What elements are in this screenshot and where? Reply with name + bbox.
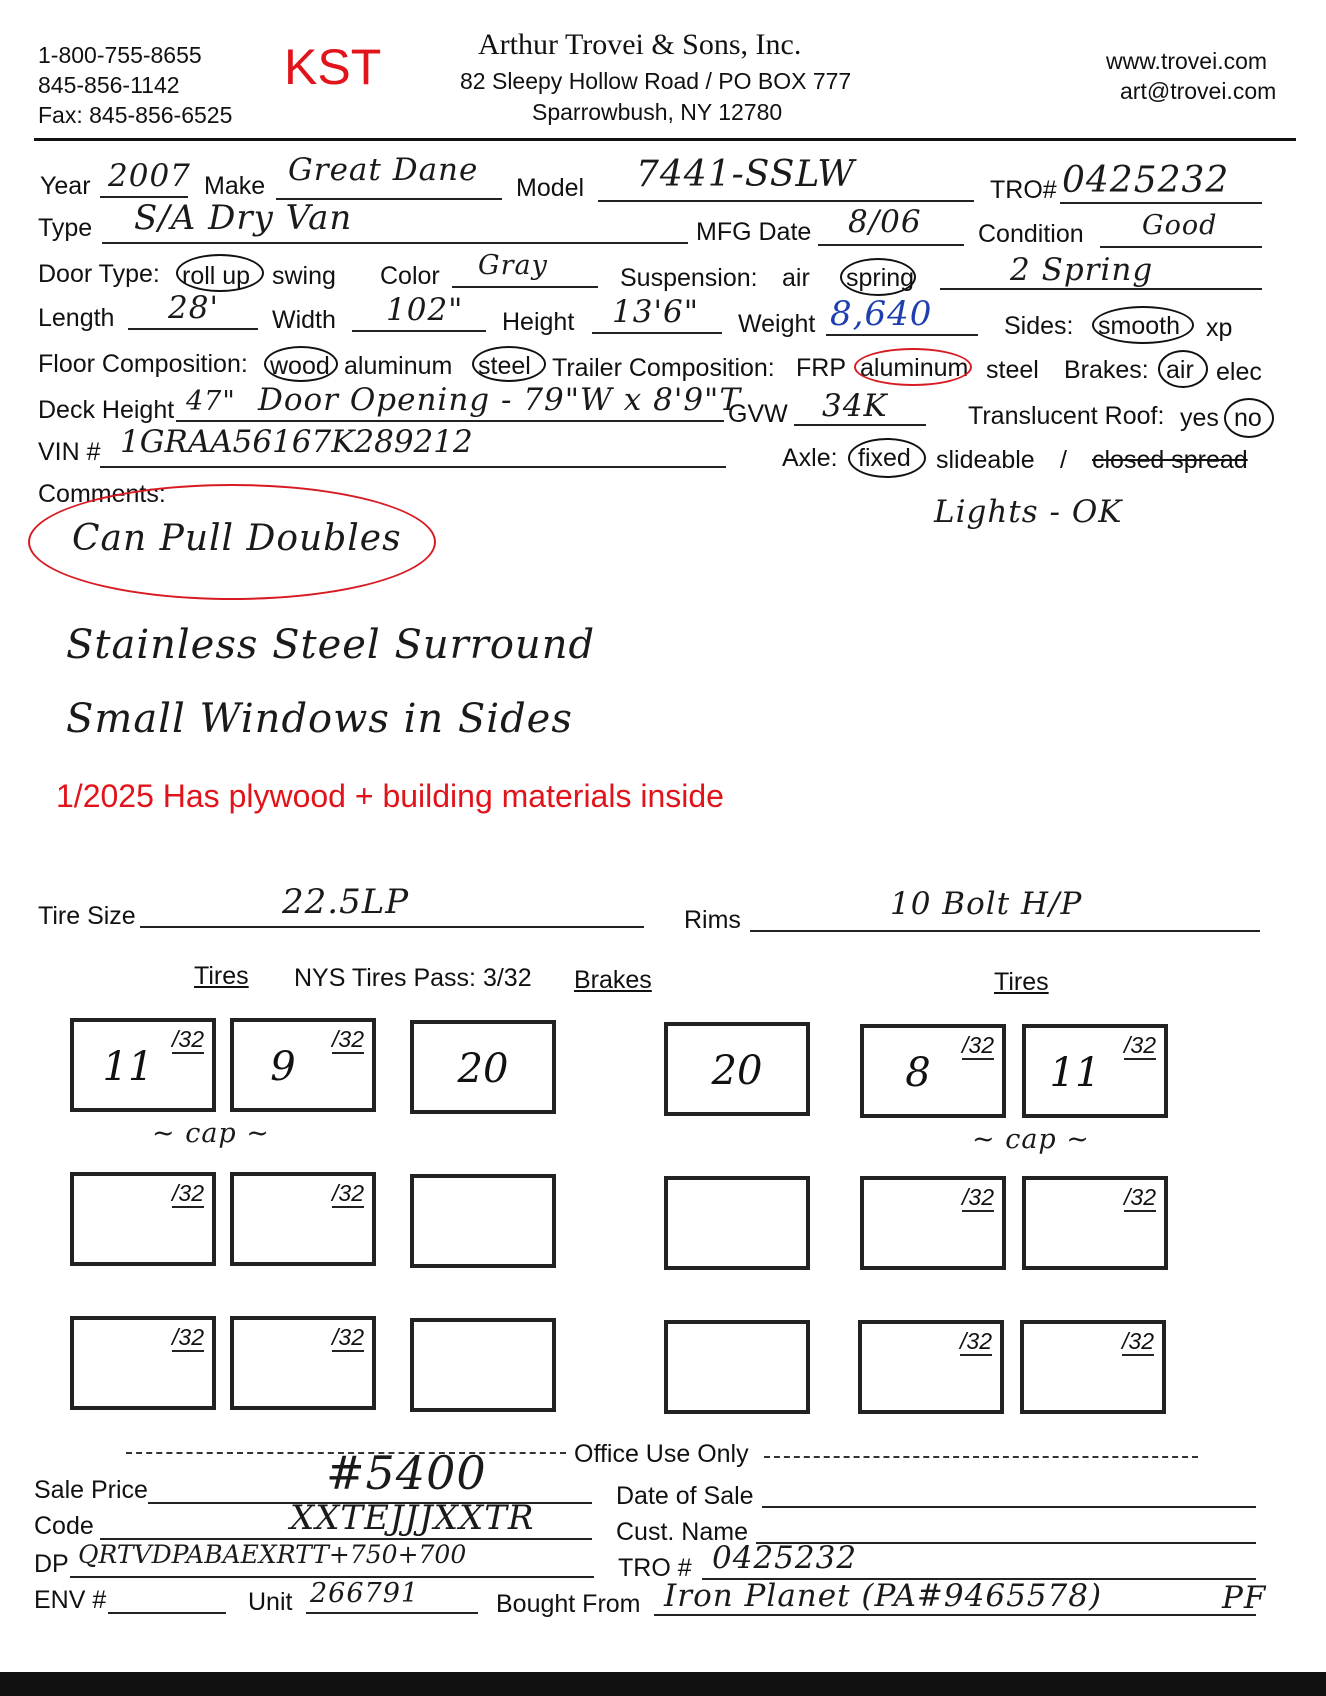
bought-from-line [654,1614,1256,1616]
dp-value: QRTVDPABAEXRTT+750+700 [78,1540,467,1569]
brake-box-right-2 [664,1176,810,1270]
date-of-sale-label: Date of Sale [616,1482,754,1510]
axle-fixed-circle [848,438,926,478]
vin-value: 1GRAA56167K289212 [120,424,473,460]
weight-value: 8,640 [830,294,933,334]
tro-label: TRO# [990,176,1057,204]
brakes-elec-option: elec [1216,358,1262,386]
tire-box-right-inner-1 [860,1024,1006,1118]
address-line-2: Sparrowbush, NY 12780 [532,99,783,125]
height-value: 13'6" [612,294,699,330]
date-of-sale-line [762,1506,1256,1508]
nys-tires-pass: NYS Tires Pass: 3/32 [294,964,532,992]
door-type-label: Door Type: [38,260,160,288]
brake-box-right-1 [664,1022,810,1116]
fraction-label: /32 [172,1324,204,1350]
tro-value: 0425232 [1062,160,1230,201]
color-label: Color [380,262,440,290]
tire-depth-value: 11 [1049,1050,1101,1096]
fraction-label: /32 [1124,1032,1156,1058]
tire-size-label: Tire Size [38,902,136,930]
weight-line [826,334,978,336]
phone-2: 845-856-1142 [38,72,180,98]
office-tro-value: 0425232 [712,1540,858,1576]
tire-box-left-outer-2 [70,1172,216,1266]
tire-depth-value: 8 [905,1050,931,1096]
door-swing-option: swing [272,262,336,290]
translucent-roof-label: Translucent Roof: [968,402,1165,430]
floor-steel-circle [472,346,546,382]
sides-label: Sides: [1004,312,1074,340]
comments-label: Comments: [38,480,166,508]
floor-wood-circle [264,346,338,382]
env-line [108,1612,226,1614]
sides-smooth-circle [1092,306,1194,344]
susp-air-option: air [782,264,810,292]
condition-line [1100,246,1262,248]
brakes-air-option: air [1166,356,1194,384]
suspension-label: Suspension: [620,264,758,292]
tire-box-right-inner-3 [858,1320,1004,1414]
model-label: Model [516,174,585,202]
axle-closed-spread-option: closed spread [1092,446,1248,474]
roof-yes-option: yes [1180,404,1219,432]
fraction-label: /32 [962,1184,994,1210]
door-rollup-circle [176,254,264,292]
dp-label: DP [34,1550,69,1578]
type-line [102,242,688,244]
type-label: Type [38,214,93,242]
height-line [592,332,722,334]
fraction-label: /32 [1124,1184,1156,1210]
weight-label: Weight [738,310,816,338]
deck-height-label: Deck Height [38,396,175,424]
trailer-steel-option: steel [986,356,1039,384]
tire-depth-value: 11 [102,1044,154,1090]
office-tro-label: TRO # [618,1554,692,1582]
length-line [128,328,258,330]
unit-line [306,1612,478,1614]
susp-spring-option: spring [846,264,915,292]
brake-box-left-1 [410,1020,556,1114]
tire-box-right-outer-2 [1022,1176,1168,1270]
gvw-label: GVW [728,400,788,428]
tire-box-left-inner-2 [230,1172,376,1266]
brakes-air-circle [1158,350,1208,388]
brake-box-left-3 [410,1318,556,1412]
office-use-title: Office Use Only [574,1440,749,1468]
tires-right-heading: Tires [994,968,1049,996]
color-line [452,286,598,288]
length-label: Length [38,304,115,332]
cap-right-note: ~ cap ~ [972,1124,1090,1155]
floor-label: Floor Composition: [38,350,248,378]
red-note: 1/2025 Has plywood + building materials inside [56,778,724,814]
code-label: Code [34,1512,94,1540]
tire-depth-value: 9 [270,1044,296,1090]
fraction-label: /32 [962,1032,994,1058]
suspension-value: 2 Spring [1010,252,1154,288]
rims-value: 10 Bolt H/P [890,886,1083,922]
sides-xp-option: xp [1206,314,1233,342]
floor-wood-option: wood [270,352,330,380]
comment-lights-ok: Lights - OK [934,494,1123,530]
color-value: Gray [478,250,548,281]
fraction-label: /32 [332,1026,364,1052]
tire-size-line [140,926,644,928]
bought-from-value: Iron Planet (PA#9465578) [664,1578,1103,1614]
model-value: 7441-SSLW [636,154,856,195]
height-label: Height [502,308,575,336]
fraction-label: /32 [960,1328,992,1354]
axle-slideable-option: slideable [936,446,1035,474]
tire-box-left-outer-3 [70,1316,216,1410]
header-divider [34,138,1296,141]
width-line [352,330,486,332]
fax-number: Fax: 845-856-6525 [38,102,233,128]
year-value: 2007 [108,158,191,194]
trailer-label: Trailer Composition: [552,354,775,382]
brakes-label: Brakes: [1064,356,1149,384]
unit-value: 266791 [310,1578,420,1609]
trailer-frp-option: FRP [796,354,846,382]
tire-box-left-inner-1 [230,1018,376,1112]
deck-height-line [176,420,724,422]
rims-line [750,930,1260,932]
brake-value: 20 [457,1046,509,1092]
width-label: Width [272,306,336,334]
make-value: Great Dane [288,152,479,188]
comment-stainless-steel: Stainless Steel Surround [66,622,596,668]
roof-no-circle [1224,398,1274,438]
make-label: Make [204,172,266,200]
condition-label: Condition [978,220,1084,248]
initials: PF [1222,1580,1267,1616]
suspension-line [940,288,1262,290]
susp-spring-circle [840,258,916,296]
vin-label: VIN # [38,438,101,466]
axle-fixed-option: fixed [858,444,911,472]
axle-separator: / [1060,446,1067,474]
roof-no-option: no [1234,404,1262,432]
gvw-line [794,424,926,426]
website: www.trovei.com [1106,48,1268,74]
sale-price-label: Sale Price [34,1476,148,1504]
tires-left-heading: Tires [194,962,249,990]
door-rollup-option: roll up [182,262,251,290]
model-line [598,200,974,202]
mfg-label: MFG Date [696,218,812,246]
brake-value: 20 [711,1048,763,1094]
fraction-label: /32 [332,1180,364,1206]
condition-value: Good [1142,210,1218,241]
trailer-aluminum-option: aluminum [860,354,969,382]
phone-1: 1-800-755-8655 [38,42,202,68]
rims-label: Rims [684,906,741,934]
tire-size-value: 22.5LP [282,882,410,922]
tire-box-right-inner-2 [860,1176,1006,1270]
fraction-label: /32 [172,1180,204,1206]
vin-line [100,466,726,468]
year-label: Year [40,172,91,200]
brake-box-left-2 [410,1174,556,1268]
unit-label: Unit [248,1588,293,1616]
cust-name-label: Cust. Name [616,1518,748,1546]
axle-label: Axle: [782,444,838,472]
brake-box-right-3 [664,1320,810,1414]
bought-from-label: Bought From [496,1590,641,1618]
length-value: 28' [168,290,219,326]
sides-smooth-option: smooth [1098,312,1180,340]
comment-small-windows: Small Windows in Sides [66,696,573,742]
floor-aluminum-option: aluminum [344,352,453,380]
brakes-heading: Brakes [574,966,652,994]
tire-box-left-inner-3 [230,1316,376,1410]
door-opening-value: Door Opening - 79"W x 8'9"T [258,382,741,418]
email: art@trovei.com [1120,78,1277,104]
mfg-value: 8/06 [848,204,922,240]
tro-line [1060,202,1262,204]
company-name: Arthur Trovei & Sons, Inc. [478,28,802,61]
tire-box-right-outer-3 [1020,1320,1166,1414]
trailer-aluminum-circle [854,348,972,386]
env-label: ENV # [34,1586,107,1614]
fraction-label: /32 [332,1324,364,1350]
gvw-value: 34K [822,388,888,424]
mfg-line [818,244,964,246]
comment-can-pull-doubles: Can Pull Doubles [72,518,402,559]
address-line-1: 82 Sleepy Hollow Road / PO BOX 777 [460,68,852,94]
deck-height-value: 47" [186,386,236,417]
office-dash-right [764,1456,1198,1458]
fraction-label: /32 [172,1026,204,1052]
kst-mark: KST [284,39,382,95]
type-value: S/A Dry Van [134,198,353,238]
width-value: 102" [386,292,464,328]
cap-left-note: ~ cap ~ [152,1118,270,1149]
floor-steel-option: steel [478,352,531,380]
code-value: XXTEJJJXXTR [290,1498,535,1538]
fraction-label: /32 [1122,1328,1154,1354]
tire-box-right-outer-1 [1022,1024,1168,1118]
scan-bottom-edge [0,1672,1326,1696]
sale-price-value: #5400 [326,1446,487,1500]
